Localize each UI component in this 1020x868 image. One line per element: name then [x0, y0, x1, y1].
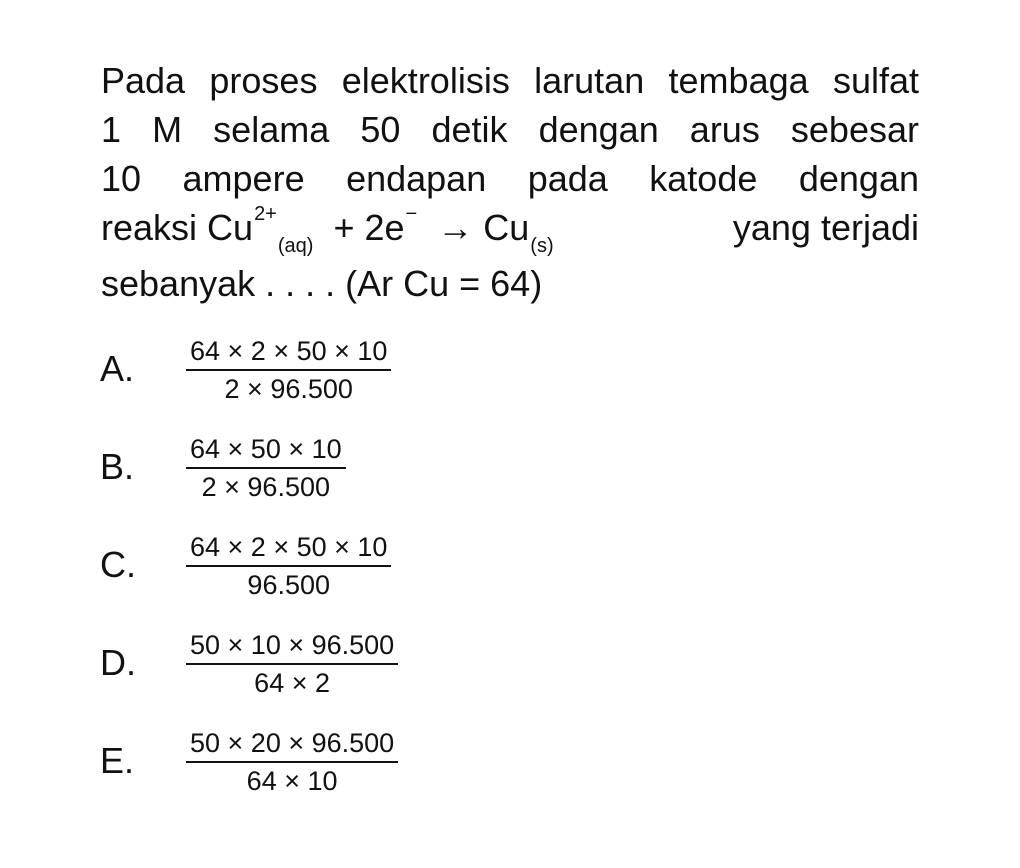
fraction-numerator: 64 × 2 × 50 × 10 [186, 334, 391, 371]
reaction-arrow-product: → Cu [437, 207, 530, 248]
option-letter: A. [100, 348, 135, 389]
fraction-numerator: 64 × 50 × 10 [186, 432, 346, 469]
option-letter: C. [100, 544, 136, 585]
aqueous-state: (aq) [277, 235, 314, 257]
fraction-denominator: 96.500 [247, 570, 331, 600]
option-letter: B. [100, 446, 135, 487]
question-text [101, 56, 919, 308]
option-fraction [186, 726, 398, 800]
fraction-numerator: 64 × 2 × 50 × 10 [186, 530, 391, 567]
option-letter: D. [100, 642, 136, 683]
option-fraction [186, 628, 398, 702]
solid-state: (s) [530, 235, 554, 257]
reaction-start: reaksi Cu [101, 207, 254, 248]
fraction-denominator: 64 × 2 [254, 668, 330, 698]
reaction-line [101, 203, 919, 259]
fraction-denominator: 2 × 96.500 [201, 472, 330, 502]
fraction-numerator: 50 × 10 × 96.500 [186, 628, 398, 665]
electron-charge: − [405, 203, 418, 225]
fraction-denominator: 64 × 10 [246, 766, 338, 796]
question-line-3: 10 ampere endapan pada katode dengan [101, 158, 919, 199]
reaction-end: yang terjadi [732, 207, 919, 248]
electron-term: + 2e [333, 207, 405, 248]
copper-charge: 2+ [254, 203, 277, 225]
fraction-numerator: 50 × 20 × 96.500 [186, 726, 398, 763]
fraction-denominator: 2 × 96.500 [224, 374, 353, 404]
option-fraction [186, 432, 346, 506]
question-line-2: 1 M selama 50 detik dengan arus sebesar [101, 109, 919, 150]
option-fraction [186, 334, 391, 408]
option-letter: E. [100, 740, 135, 781]
question-line-5: sebanyak . . . . (Ar Cu = 64) [101, 263, 543, 304]
option-fraction [186, 530, 391, 604]
question-line-1: Pada proses elektrolisis larutan tembaga sulfat [101, 60, 919, 101]
